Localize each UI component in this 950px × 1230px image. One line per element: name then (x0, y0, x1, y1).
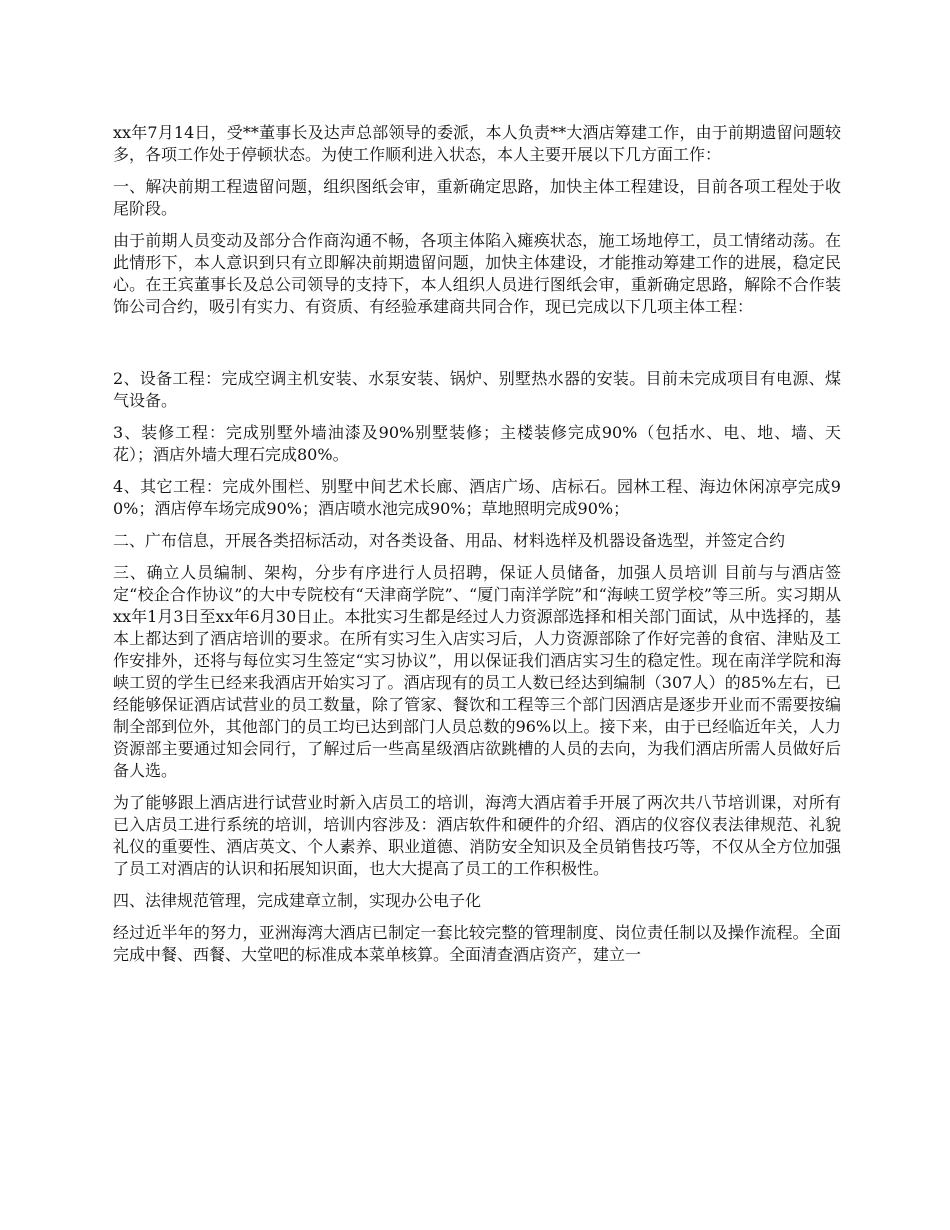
item-decoration: 3、装修工程：完成别墅外墙油漆及90%别墅装修；主楼装修完成90%（包括水、电、地、墙、天花）；酒店外墙大理石完成80%。 (113, 423, 841, 464)
blank-gap (113, 328, 841, 368)
management-paragraph: 经过近半年的努力，亚洲海湾大酒店已制定一套比较完整的管理制度、岗位责任制以及操作流程。全面完成中餐、西餐、大堂吧的标准成本菜单核算。全面清查酒店资产，建立一 (113, 923, 841, 964)
item-equipment: 2、设备工程：完成空调主机安装、水泵安装、锅炉、别墅热水器的安装。目前未完成项目有电源、煤气设备。 (113, 369, 841, 410)
training-paragraph: 为了能够跟上酒店进行试营业时新入店员工的培训，海湾大酒店着手开展了两次共八节培训课，对所有已入店员工进行系统的培训，培训内容涉及：酒店软件和硬件的介绍、酒店的仪容仪表法律规范、礼貌礼仪的重要性、酒店英文、个人素养、职业道德、消防安全知识及全员销售技巧等，不仅从全方位加强了员工对酒店的认识和拓展知识面，也大大提高了员工的工作积极性。 (113, 793, 841, 878)
section-four-heading: 四、法律规范管理，完成建章立制，实现办公电子化 (113, 891, 482, 910)
intro-paragraph: xx年7月14日，受**董事长及达声总部领导的委派，本人负责**大酒店筹建工作，由于前期遗留问题较多，各项工作处于停顿状态。为使工作顺利进入状态，本人主要开展以下几方面工作： (113, 123, 841, 164)
item-other: 4、其它工程：完成外围栏、别墅中间艺术长廊、酒店广场、店标石。园林工程、海边休闲凉亭完成90%；酒店停车场完成90%；酒店喷水池完成90%；草地照明完成90%； (113, 477, 841, 518)
document-page (113, 122, 841, 976)
section-two-heading: 二、广布信息，开展各类招标活动，对各类设备、用品、材料选样及机器设备选型，并签定合约 (113, 531, 786, 550)
section-three-body: 三、确立人员编制、架构，分步有序进行人员招聘，保证人员储备，加强人员培训 目前与与酒店签定“校企合作协议”的大中专院校有“天津商学院”、“厦门南洋学院”和“海峡工贸学校”等三所。实习期从xx年1月3日至xx年6月30日止。本批实习生都是经过人力资源部选择和相关部门面试，从中选择的，基本上都达到了酒店培训的要求。在所有实习生入店实习后，人力资源部除了作好完善的食宿、津贴及工作安排外，还将与每位实习生签定“实习协议”，用以保证我们酒店实习生的稳定性。现在南洋学院和海峡工贸的学生已经来我酒店开始实习了。酒店现有的员工人数已经达到编制（307人）的85%左右，已经能够保证酒店试营业的员工数量，除了管家、餐饮和工程等三个部门因酒店是逐步开业而不需要按编制全部到位外，其他部门的员工均已达到部门人员总数的96%以上。接下来，由于已经临近年关，人力资源部主要通过知会同行，了解过后一些高星级酒店欲跳槽的人员的去向，为我们酒店所需人员做好后备人选。 (113, 563, 841, 780)
section-one-body: 由于前期人员变动及部分合作商沟通不畅，各项主体陷入瘫痪状态，施工场地停工，员工情绪动荡。在此情形下，本人意识到只有立即解决前期遗留问题，加快主体建设，才能推动筹建工作的进展，稳定民心。在王宾董事长及总公司领导的支持下，本人组织人员进行图纸会审，重新确定思路，解除不合作装饰公司合约，吸引有实力、有资质、有经验承建商共同合作，现已完成以下几项主体工程： (113, 231, 841, 316)
section-one-heading: 一、解决前期工程遗留问题，组织图纸会审，重新确定思路，加快主体工程建设，目前各项工程处于收尾阶段。 (113, 177, 841, 218)
